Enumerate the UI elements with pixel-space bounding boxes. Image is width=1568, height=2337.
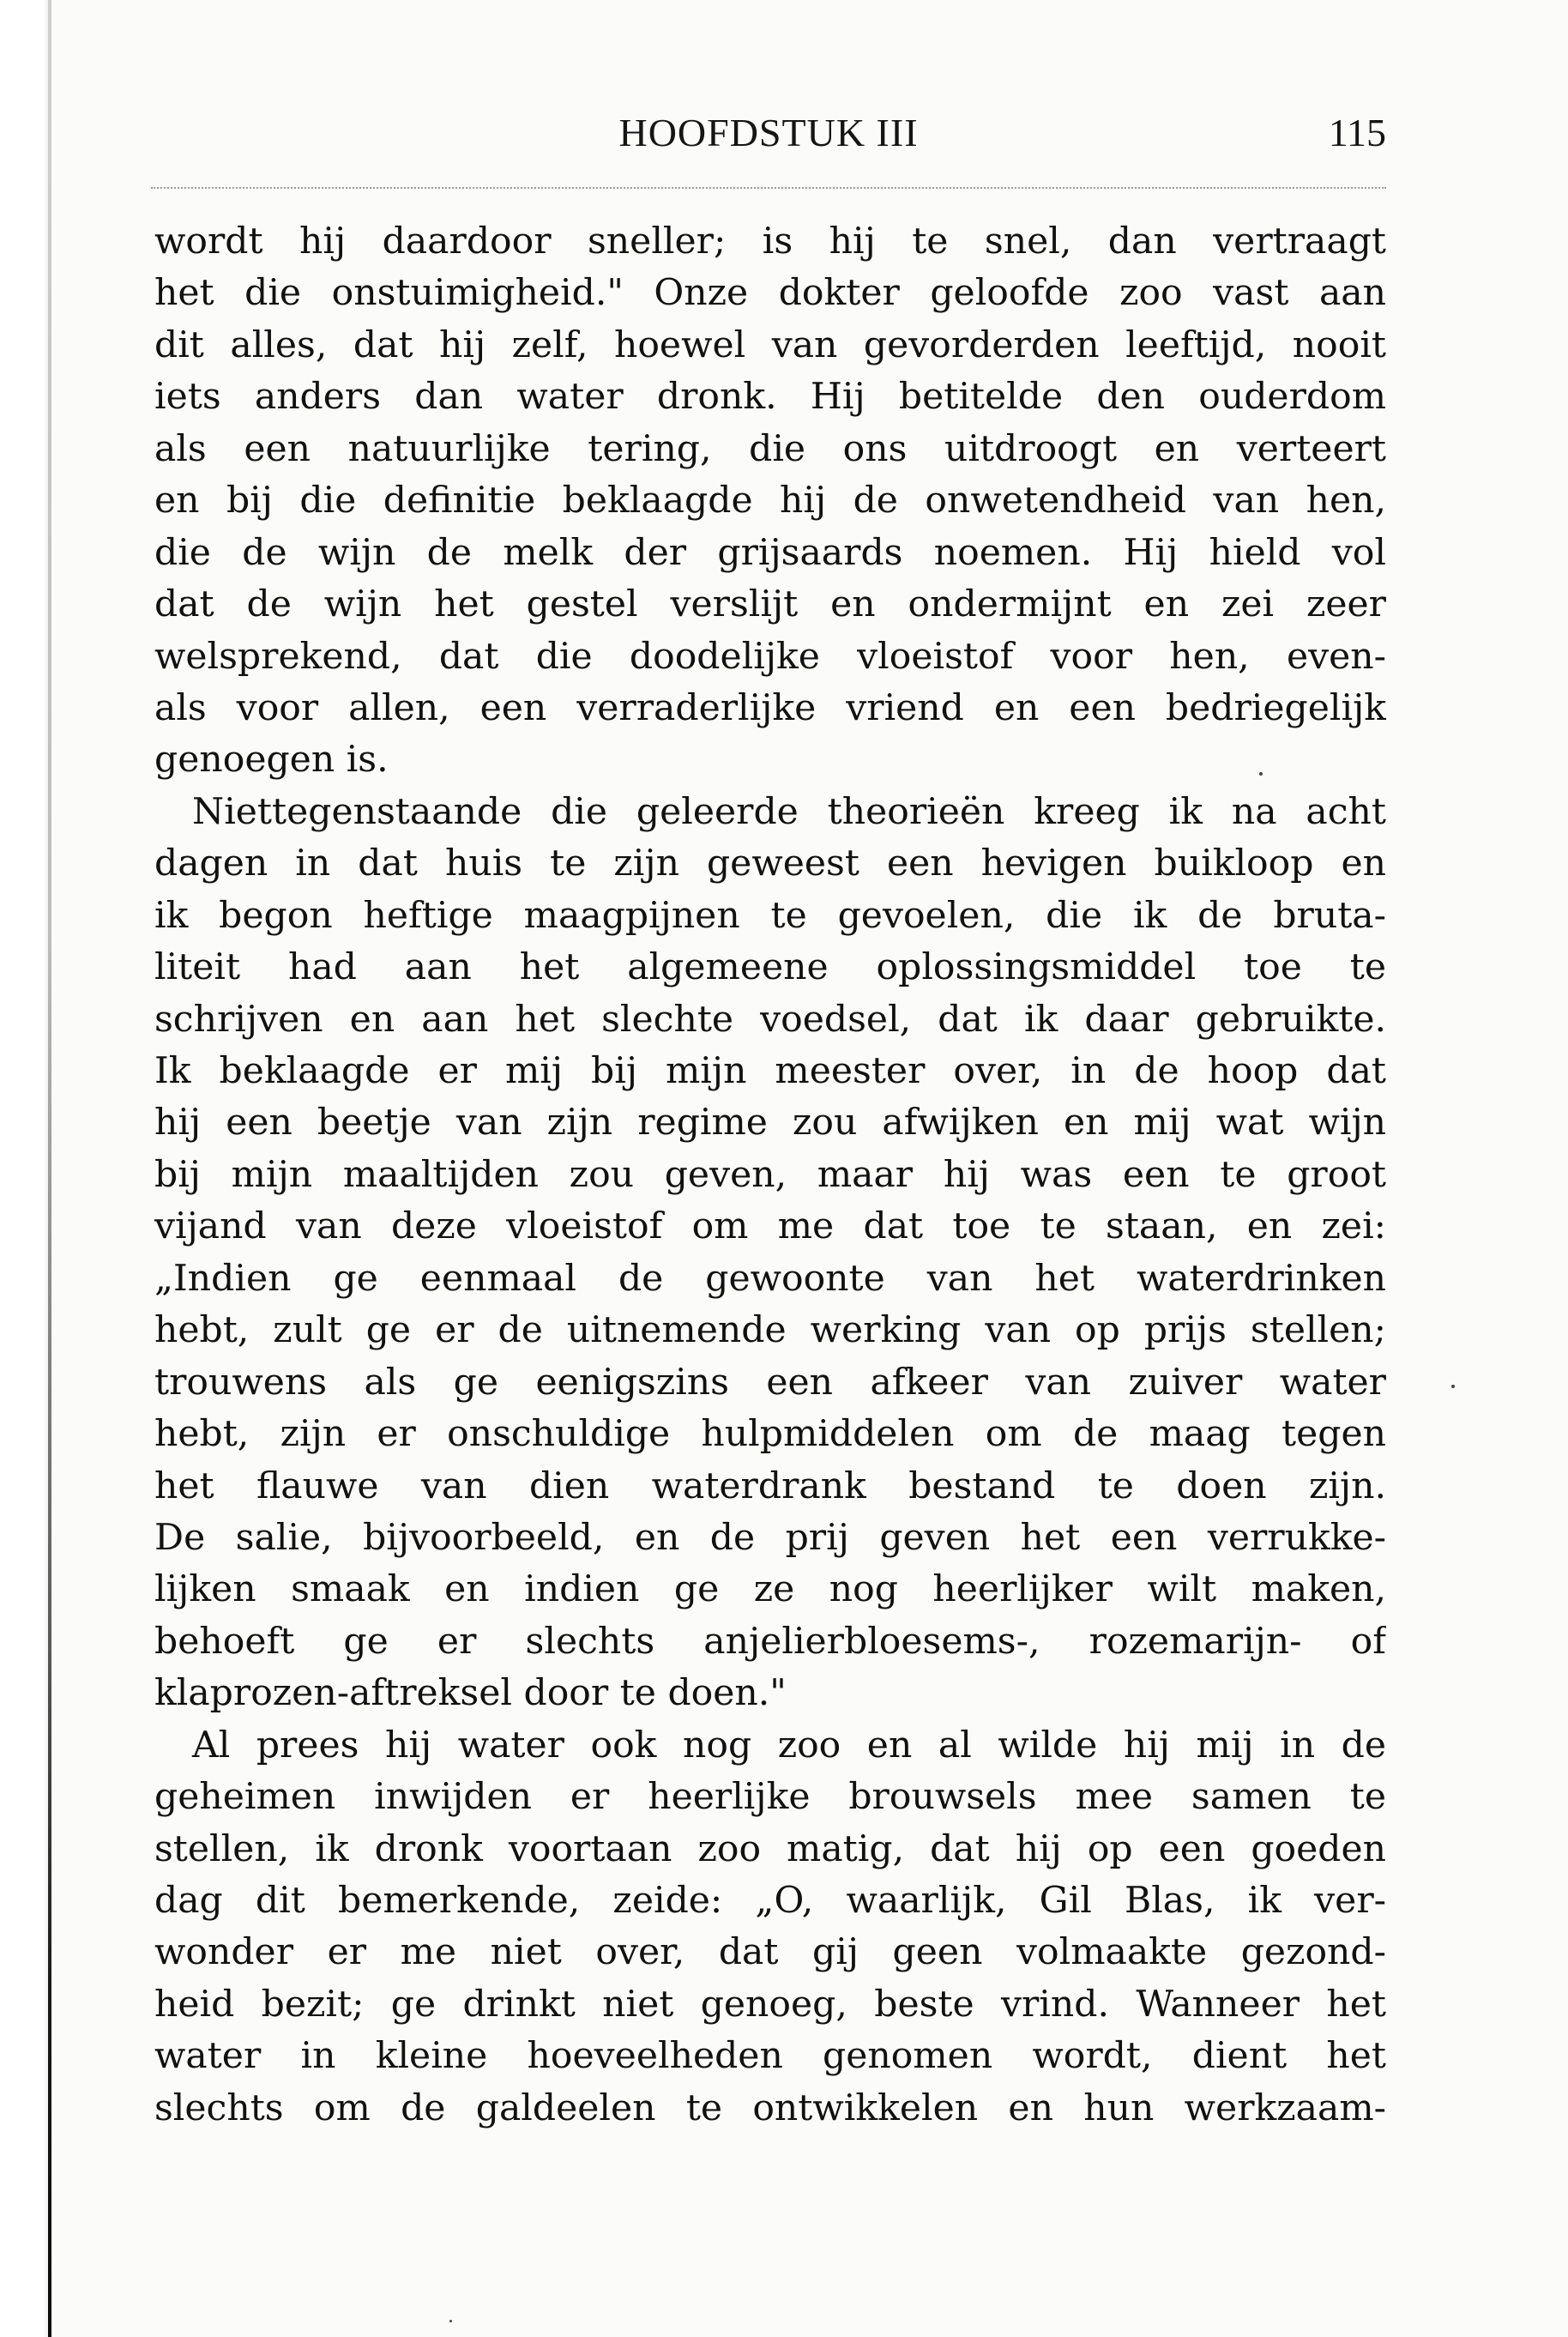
- text-line: die de wijn de melk der grijsaards noemen. Hij hield vol: [154, 531, 1386, 574]
- binding-shadow: [48, 0, 51, 2337]
- text-line: klaprozen-aftreksel door te doen.": [154, 1672, 787, 1715]
- text-line: slechts om de galdeelen te ontwikkelen en hun werkzaam-: [154, 2086, 1386, 2129]
- print-speck: [1451, 1385, 1455, 1388]
- text-line: genoegen is.: [154, 739, 389, 782]
- text-line: geheimen inwijden er heerlijke brouwsels mee samen te: [154, 1776, 1386, 1819]
- text-line: Al prees hij water ook nog zoo en al wilde hij mij in de: [192, 1724, 1386, 1766]
- text-line: trouwens als ge eenigszins een afkeer van zuiver water: [154, 1361, 1386, 1404]
- chapter-title: HOOFDSTUK III: [618, 111, 919, 154]
- running-head: [151, 110, 1386, 161]
- text-line: welsprekend, dat die doodelijke vloeistof voor hen, even-: [154, 635, 1386, 678]
- text-line: schrijven en aan het slechte voedsel, dat ik daar gebruikte.: [154, 998, 1386, 1041]
- body-text: [154, 216, 1386, 2135]
- text-line: hij een beetje van zijn regime zou afwijken en mij wat wijn: [154, 1102, 1386, 1144]
- text-line: als voor allen, een verraderlijke vriend en een bedriegelijk: [154, 686, 1386, 729]
- text-line: en bij die definitie beklaagde hij de onwetendheid van hen,: [154, 480, 1386, 522]
- text-line: vijand van deze vloeistof om me dat toe te staan, en zei:: [154, 1205, 1386, 1248]
- text-line: water in kleine hoeveelheden genomen wordt, dient het: [154, 2035, 1386, 2078]
- text-line: „Indien ge eenmaal de gewoonte van het waterdrinken: [154, 1257, 1386, 1300]
- text-line: heid bezit; ge drinkt niet genoeg, beste vrind. Wanneer het: [154, 1983, 1386, 2026]
- header-dotted-rule: [151, 187, 1386, 189]
- text-line: dat de wijn het gestel verslijt en ondermijnt en zei zeer: [154, 583, 1386, 626]
- text-line: het die onstuimigheid." Onze dokter geloofde zoo vast aan: [154, 272, 1386, 315]
- print-speck: [449, 2320, 452, 2322]
- text-line: ik begon heftige maagpijnen te gevoelen, die ik de bruta-: [154, 894, 1386, 937]
- text-line: De salie, bijvoorbeeld, en de prij geven het een verrukke-: [154, 1516, 1386, 1559]
- text-line: wordt hij daardoor sneller; is hij te snel, dan vertraagt: [154, 220, 1386, 263]
- text-line: als een natuurlijke tering, die ons uitdroogt en verteert: [154, 427, 1386, 470]
- text-line: liteit had aan het algemeene oplossingsmiddel toe te: [154, 946, 1386, 989]
- text-line: iets anders dan water dronk. Hij betitelde den ouderdom: [154, 376, 1386, 419]
- text-line: wonder er me niet over, dat gij geen volmaakte gezond-: [154, 1931, 1386, 1974]
- text-line: hebt, zijn er onschuldige hulpmiddelen om de maag tegen: [154, 1413, 1386, 1456]
- text-line: dag dit bemerkende, zeide: „O, waarlijk, Gil Blas, ik ver-: [154, 1880, 1386, 1922]
- text-line: Ik beklaagde er mij bij mijn meester over, in de hoop dat: [154, 1050, 1386, 1092]
- text-line: Niettegenstaande die geleerde theorieën kreeg ik na acht: [192, 790, 1386, 833]
- text-line: het flauwe van dien waterdrank bestand te doen zijn.: [154, 1464, 1386, 1507]
- text-line: lijken smaak en indien ge ze nog heerlijker wilt maken,: [154, 1568, 1386, 1611]
- page-number: 115: [1328, 111, 1386, 154]
- text-line: stellen, ik dronk voortaan zoo matig, dat hij op een goeden: [154, 1827, 1386, 1870]
- text-line: dagen in dat huis te zijn geweest een hevigen buikloop en: [154, 842, 1386, 885]
- binding-edge: [0, 0, 53, 2337]
- text-line: hebt, zult ge er de uitnemende werking van op prijs stellen;: [154, 1309, 1386, 1352]
- text-line: bij mijn maaltijden zou geven, maar hij was een te groot: [154, 1153, 1386, 1196]
- print-speck: [1259, 772, 1263, 776]
- text-line: dit alles, dat hij zelf, hoewel van gevorderden leeftijd, nooit: [154, 323, 1386, 366]
- text-line: behoeft ge er slechts anjelierbloesems-, rozemarijn- of: [154, 1620, 1386, 1663]
